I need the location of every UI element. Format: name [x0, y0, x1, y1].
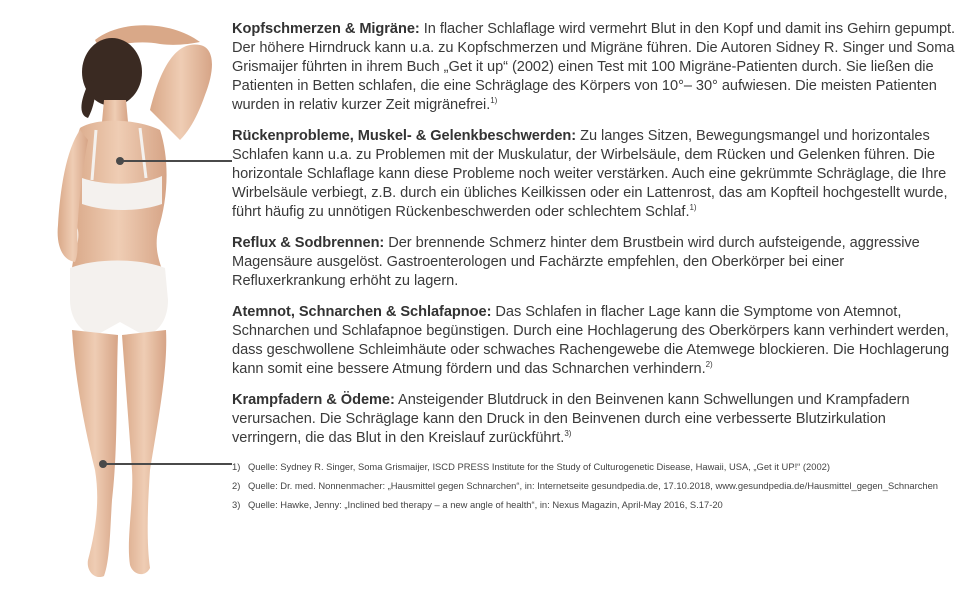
section-varicose [232, 391, 957, 448]
section-heading: Krampfadern & Ödeme: [232, 392, 395, 408]
reference-marker: 2) [705, 360, 713, 370]
section-text: In flacher Schlaflage wird vermehrt Blut in den Kopf und damit ins Gehirn gepumpt. Der höhere Hirndruck kann u.a. zu Kopfschmerzen und Migräne führen. Die Autoren Sidney R. Singer und Soma Grismaijer führten in ihrem Buch „Get it up“ (2002) einen Test mit 100 Migräne-Patienten durch. Sie ließen die Patienten in Betten schlafen, die eine Schräglage des Körpers von 10°– 30° aufwiesen. Die meisten Patienten wurden in relativ kurzer Zeit migränefrei. [232, 21, 956, 113]
section-heading: Reflux & Sodbrennen: [232, 235, 385, 251]
section-text: Zu langes Sitzen, Bewegungsmangel und horizontales Schlafen kann u.a. zu Problemen mit der Muskulatur, der Wirbelsäule, dem Rücken und Gelenken führen. Die horizontale Schlaflage kann diese Probleme noch weiter verstärken. Auch eine gekrümmte Schräglage, die Ihre Wirbelsäule verbiegt, z.B. durch ein übliches Keilkissen oder ein Lattenrost, das am Kopfteil hochgestellt wurde, führt häufig zu unnötigen Rückenbeschwerden oder schlechtem Schlaf. [232, 128, 948, 220]
footnote-number: 1) [232, 461, 241, 472]
footnote [232, 479, 957, 492]
content-column [232, 20, 957, 517]
section-migraine [232, 20, 957, 115]
section-breathing [232, 303, 957, 379]
section-reflux [232, 234, 957, 291]
section-text: Der brennende Schmerz hinter dem Brustbein wird durch aufsteigende, aggressive Magensäure ausgelöst. Gastroenterologen und Fachärzte empfehlen, den Oberkörper bei einer Refluxerkrankung erhöht zu lagern. [232, 235, 920, 289]
footnotes [232, 460, 957, 511]
pointer-legs [103, 463, 232, 465]
footnote-text: Quelle: Dr. med. Nonnenmacher: „Hausmittel gegen Schnarchen“, in: Internetseite gesundpedia.de, 17.10.2018, www.gesundpedia.de/Hausmittel_gegen_Schnarchen [248, 480, 939, 491]
reference-marker: 3) [564, 429, 572, 439]
reference-marker: 1) [689, 203, 697, 213]
reference-marker: 1) [490, 96, 498, 106]
footnote-number: 2) [232, 480, 241, 491]
section-heading: Kopfschmerzen & Migräne: [232, 21, 420, 37]
footnote-text: Quelle: Sydney R. Singer, Soma Grismaijer, ISCD PRESS Institute for the Study of Culturogenetic Disease, Hawaii, USA, „Get it UP!“ (2002) [248, 461, 831, 472]
section-heading: Atemnot, Schnarchen & Schlafapnoe: [232, 304, 492, 320]
footnote [232, 460, 957, 473]
footnote [232, 498, 957, 511]
pointer-back [120, 160, 232, 162]
section-back [232, 127, 957, 222]
section-heading: Rückenprobleme, Muskel- & Gelenkbeschwerden: [232, 128, 577, 144]
footnote-text: Quelle: Hawke, Jenny: „Inclined bed therapy – a new angle of health“, in: Nexus Magazin, April-May 2016, S.17-20 [248, 499, 723, 510]
section-text: Ansteigender Blutdruck in den Beinvenen kann Schwellungen und Krampfadern verursachen. Die Schräglage kann den Druck in den Beinvenen durch eine verbesserte Blutzirkulation verringern, die das Blut in den Kreislauf zurückführt. [232, 392, 910, 446]
footnote-number: 3) [232, 499, 241, 510]
section-text: Das Schlafen in flacher Lage kann die Symptome von Atemnot, Schnarchen und Schlafapnoe begünstigen. Durch eine Hochlagerung des Oberkörpers kann verhindert werden, dass geschwollene Schleimhäute oder schwaches Rachengewebe die Atemwege blockieren. Die Hochlagerung kann somit eine bessere Atmung fördern und das Schnarchen verhindern. [232, 304, 950, 377]
woman-back-figure [0, 0, 240, 600]
